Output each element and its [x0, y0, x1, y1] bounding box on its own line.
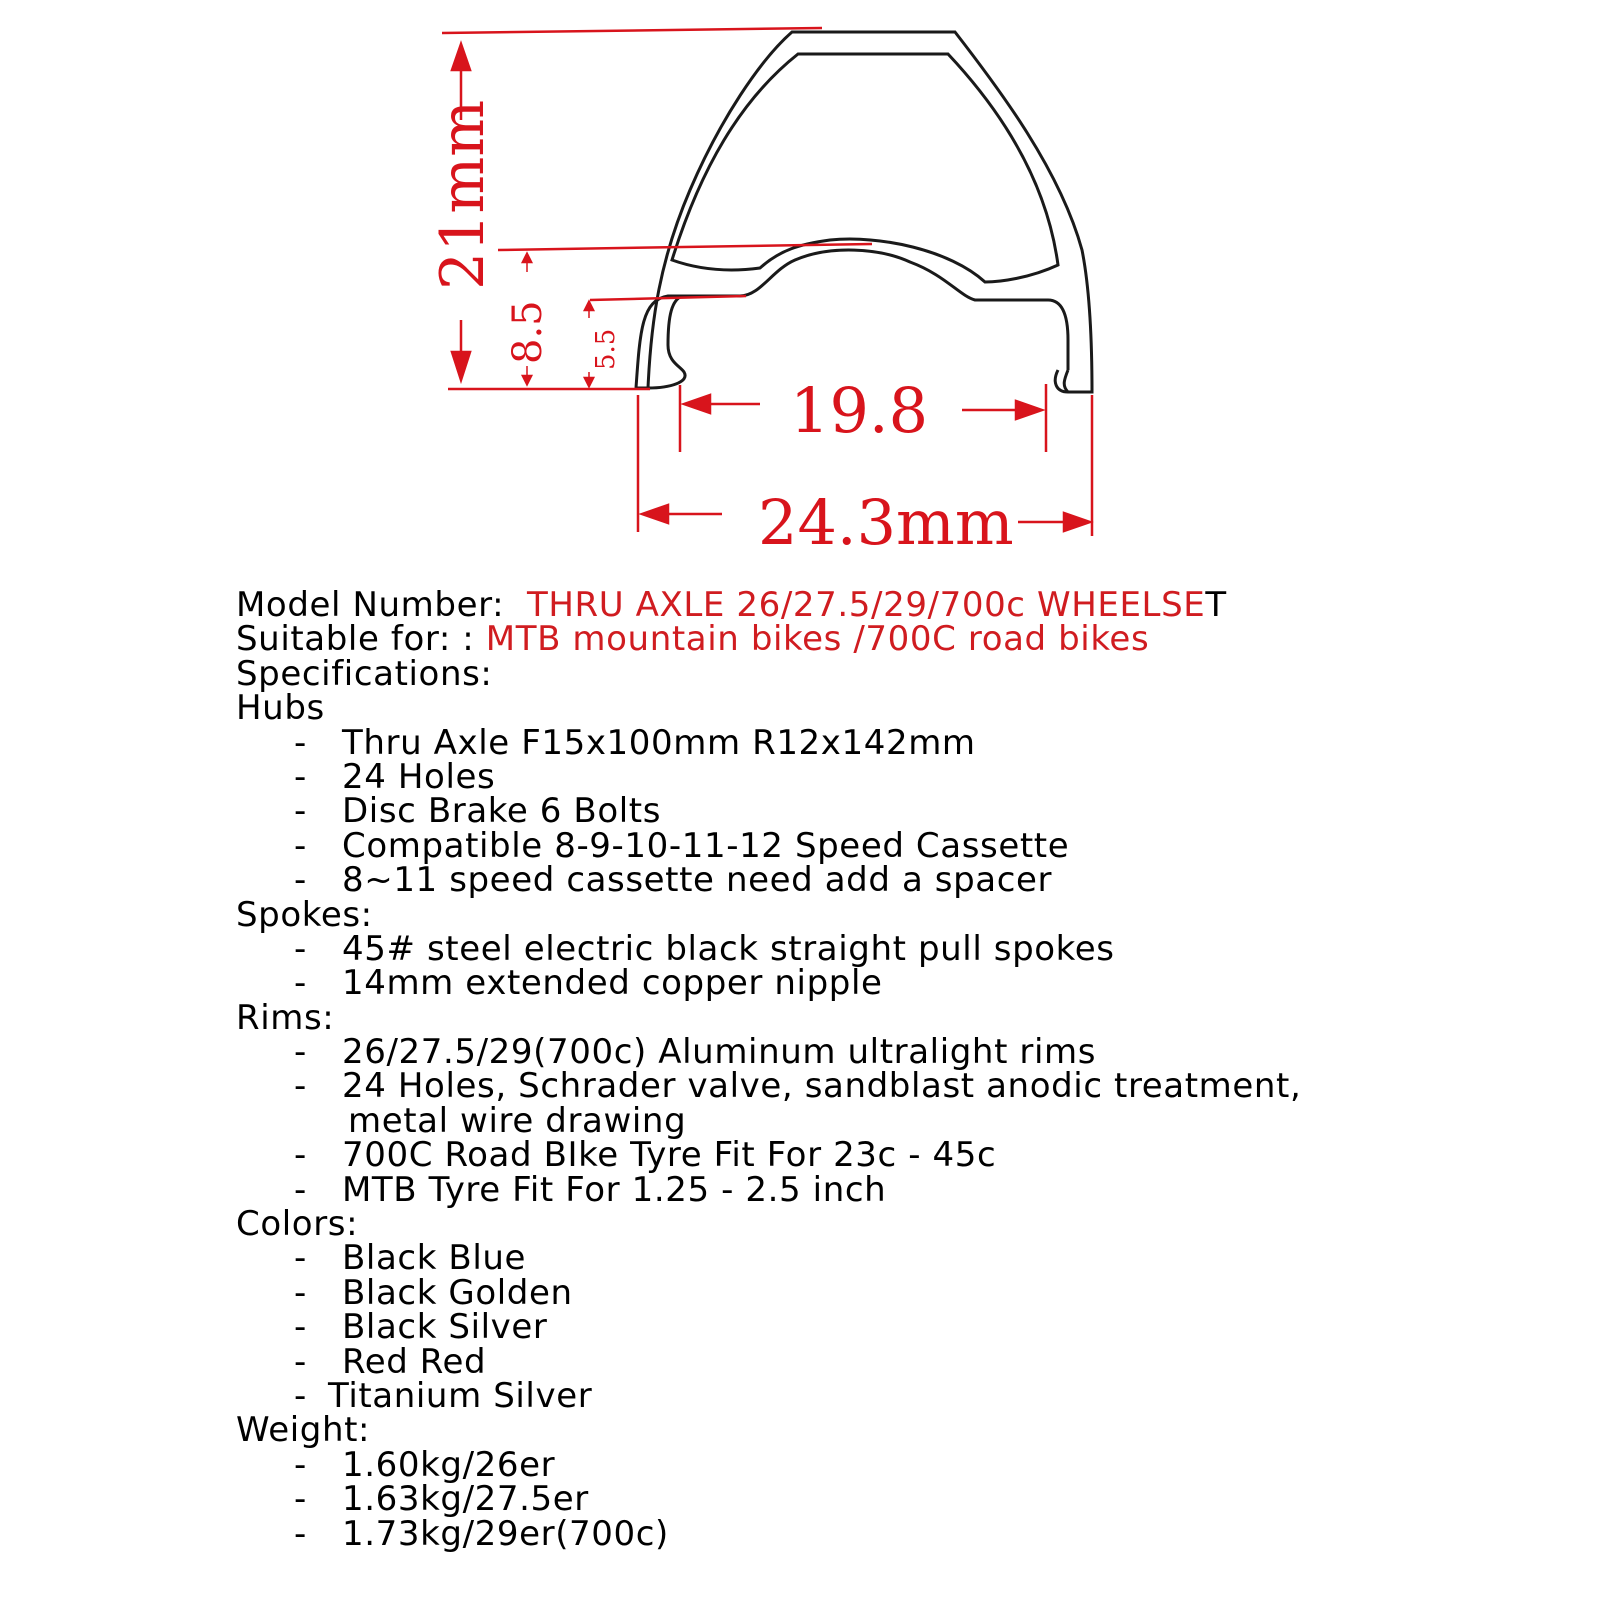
colors-item: Titanium Silver: [328, 1375, 593, 1416]
hubs-item: Disc Brake 6 Bolts: [342, 791, 662, 832]
inner-width-dimension-label: 19.8: [790, 374, 929, 447]
list-item: - 26/27.5/29(700c) Aluminum ultralight rims: [294, 1032, 1097, 1073]
list-item: - Black Golden: [294, 1272, 573, 1313]
suitable-for-value: MTB mountain bikes /700C road bikes: [485, 619, 1150, 660]
list-item: - 24 Holes: [294, 756, 496, 797]
rims-item: 26/27.5/29(700c) Aluminum ultralight rims: [342, 1032, 1097, 1073]
list-item: - Titanium Silver: [294, 1375, 593, 1416]
list-item: - Red Red: [294, 1341, 487, 1382]
list-item: - 1.60kg/26er: [294, 1444, 556, 1485]
suitable-for-line: [236, 619, 1576, 660]
suitable-for-label: Suitable for: :: [236, 619, 475, 660]
model-number-line: [236, 585, 1576, 625]
rim-inner-channel: [672, 54, 1058, 282]
list-item: - Black Silver: [294, 1307, 548, 1348]
weight-heading: Weight:: [236, 1410, 371, 1451]
weight-item: 1.63kg/27.5er: [342, 1479, 589, 1520]
list-item: - 45# steel electric black straight pull spokes: [294, 928, 1115, 969]
list-item: - Thru Axle F15x100mm R12x142mm: [294, 722, 976, 763]
rim-profile-diagram: [0, 0, 1600, 580]
rim-outer-profile: [636, 32, 1092, 392]
height-dimension-label: 21mm: [428, 99, 498, 290]
colors-item: Black Golden: [342, 1272, 573, 1313]
rims-item-continuation: metal wire drawing: [348, 1100, 687, 1141]
list-item: - 1.73kg/29er(700c): [294, 1513, 669, 1554]
model-number-label: Model Number:: [236, 585, 505, 625]
rims-item: 700C Road BIke Tyre Fit For 23c - 45c: [342, 1135, 997, 1176]
list-item: - 700C Road BIke Tyre Fit For 23c - 45c: [294, 1135, 997, 1176]
model-number-value: THRU AXLE 26/27.5/29/700c WHEELSE: [526, 585, 1206, 625]
colors-item: Red Red: [342, 1341, 487, 1382]
rim-tire-bed: [682, 250, 1068, 370]
hubs-item: Thru Axle F15x100mm R12x142mm: [342, 722, 976, 763]
colors-item: Black Silver: [342, 1307, 548, 1348]
weight-item: 1.73kg/29er(700c): [342, 1513, 669, 1554]
specifications-block: [236, 585, 1576, 1554]
list-item: - Compatible 8-9-10-11-12 Speed Cassette: [294, 825, 1070, 866]
inner-depth-dimension-label: 8.5: [505, 300, 551, 364]
list-item: - MTB Tyre Fit For 1.25 - 2.5 inch: [294, 1169, 887, 1210]
model-number-value-tail: T: [1205, 585, 1227, 625]
weight-item: 1.60kg/26er: [342, 1444, 556, 1485]
rim-right-hook: [1064, 370, 1068, 392]
rim-outline: [636, 32, 1092, 392]
hubs-heading: Hubs: [236, 688, 325, 729]
list-item: - Black Blue: [294, 1238, 527, 1279]
rims-item: 24 Holes, Schrader valve, sandblast anodic treatment,: [342, 1066, 1302, 1107]
rims-heading: Rims:: [236, 997, 335, 1038]
outer-width-dimension-label: 24.3mm: [758, 486, 1014, 559]
spokes-heading: Spokes:: [236, 894, 373, 935]
spokes-item: 45# steel electric black straight pull spokes: [342, 928, 1115, 969]
hook-depth-dimension-label: 5.5: [591, 328, 621, 370]
list-item: - 1.63kg/27.5er: [294, 1479, 589, 1520]
list-item: - 8~11 speed cassette need add a spacer: [294, 860, 1053, 901]
hubs-item: Compatible 8-9-10-11-12 Speed Cassette: [342, 825, 1070, 866]
list-item: - Disc Brake 6 Bolts: [294, 791, 662, 832]
rim-left-hook: [636, 296, 685, 388]
hubs-item: 24 Holes: [342, 756, 496, 797]
hubs-item: 8~11 speed cassette need add a spacer: [342, 860, 1053, 901]
specifications-heading: Specifications:: [236, 653, 493, 694]
list-item: - 14mm extended copper nipple: [294, 963, 883, 1004]
rims-item: MTB Tyre Fit For 1.25 - 2.5 inch: [342, 1169, 887, 1210]
spokes-item: 14mm extended copper nipple: [342, 963, 883, 1004]
list-item: - 24 Holes, Schrader valve, sandblast anodic treatment,: [294, 1066, 1302, 1107]
colors-heading: Colors:: [236, 1204, 359, 1245]
colors-item: Black Blue: [342, 1238, 527, 1279]
